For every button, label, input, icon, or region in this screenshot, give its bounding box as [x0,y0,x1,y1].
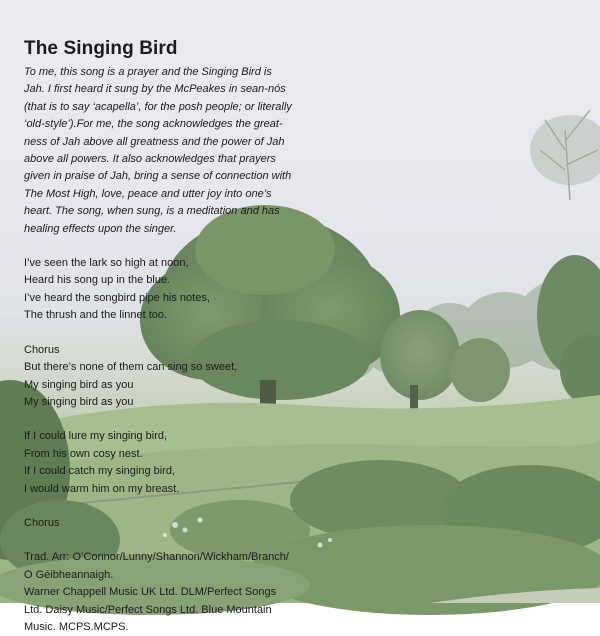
lyric-line: Heard his song up in the blue. [24,274,171,287]
credits [24,549,324,636]
verse-2 [24,428,324,498]
lyric-line: The thrush and the linnet too. [24,309,168,322]
credit-line: Trad. Arr: O’Connor/Lunny/Shannon/Wickham/Branch/ [24,551,289,564]
intro-line: given in praise of Jah, bring a sense of connection with [24,170,292,183]
lyric-line: From his own cosy nest. [24,447,143,460]
credit-line: Music. MCPS.MCPS. [24,620,129,633]
intro-line: above all powers. It also acknowledges that prayers [24,153,276,166]
intro-line: (that is to say ‘acapella’, for the posh people; or literally [24,100,292,113]
intro-line: ness of Jah above all greatness and the power of Jah [24,135,285,148]
credit-line: Ltd. Daisy Music/Perfect Songs Ltd. Blue Mountain [24,603,272,616]
lyric-line: My singing bird as you [24,378,134,391]
chorus-label: Chorus [24,343,60,356]
song-title: The Singing Bird [24,38,178,59]
lyric-line: If I could lure my singing bird, [24,430,168,443]
lyric-line: I’ve seen the lark so high at noon, [24,257,189,270]
lyric-line: I’ve heard the songbird pipe his notes, [24,291,210,304]
lyric-line: My singing bird as you [24,395,134,408]
credit-line: Warner Chappell Music UK Ltd. DLM/Perfect Songs [24,586,277,599]
chorus [24,342,324,412]
credit-line: O Géibheannaigh. [24,568,114,581]
verse-1 [24,255,324,325]
intro-line: Jah. I first heard it sung by the McPeakes in sean-nós [24,83,286,96]
intro-line: heart. The song, when sung, is a meditation and has [24,205,280,218]
lyric-line: If I could catch my singing bird, [24,465,176,478]
intro-line: healing effects upon the singer. [24,222,177,235]
lyric-line: But there’s none of them can sing so sweet, [24,361,238,374]
chorus-repeat-label: Chorus [24,516,60,529]
intro-line: The Most High, love, peace and utter joy into one’s [24,187,272,200]
song-text-column [24,38,324,636]
intro-line: To me, this song is a prayer and the Singing Bird is [24,66,272,78]
lyric-line: I would warm him on my breast. [24,482,180,495]
intro-line: ‘old-style’).For me, the song acknowledges the great- [24,118,283,131]
song-intro [24,64,324,238]
